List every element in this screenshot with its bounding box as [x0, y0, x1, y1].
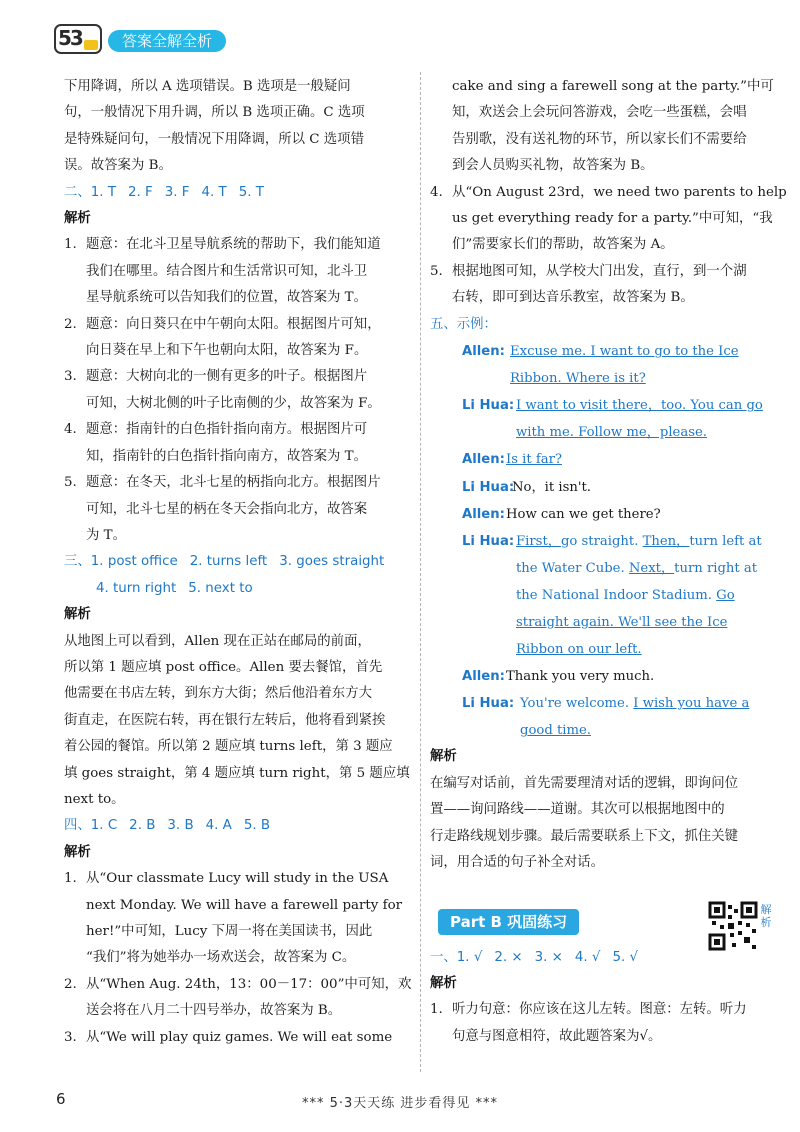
left-column: [64, 74, 412, 1051]
section-tag: 答案全解全析: [108, 30, 226, 52]
column-divider: [420, 72, 421, 1072]
speaker-lihua: Li Hua:: [462, 533, 515, 549]
item-line: 星导航系统可以告知我们的位置，故答案为 T。: [86, 290, 367, 306]
item-line: 3. 题意：大树向北的一侧有更多的叶子。根据图片: [64, 364, 412, 390]
section-label: 四、: [64, 818, 91, 834]
analysis-heading: 解析: [430, 975, 457, 991]
item-line: 知，指南针的白色指针指向南方，故答案为 T。: [86, 448, 367, 464]
page-footer: [0, 1090, 800, 1114]
item-line: 3. 从“We will play quiz games. We will eat some: [64, 1025, 412, 1051]
item-line: 为 T。: [86, 527, 126, 543]
item-line: 1. 听力句意：你应该在这儿左转。图意：左转。听力: [430, 997, 770, 1023]
item-line: 送会将在八月二十四号举办，故答案为 B。: [86, 1003, 342, 1019]
qr-code-icon[interactable]: [708, 901, 758, 951]
answer: 2. F: [128, 184, 153, 200]
answer: 3. B: [167, 818, 194, 834]
item-line: her!”中可知，Lucy 下周一将在美国读书，因此: [86, 924, 373, 939]
answer: 1. √: [456, 949, 483, 965]
dialogue-line: Allen:Thank you very much.: [462, 663, 770, 690]
text-line: 词，用合适的句子补全对话。: [430, 855, 605, 871]
item-number: 5.: [64, 475, 77, 491]
text-line: 填 goes straight，第 4 题应填 turn right，第 5 题应填: [64, 765, 410, 781]
text-line: 从地图上可以看到，Allen 现在正站在邮局的前面，: [64, 633, 371, 649]
item-line: 2. 题意：向日葵只在中午朝向太阳。根据图片可知，: [64, 312, 412, 338]
text-line: 行走路线规划步骤。最后需要联系上下文，抓住关键: [430, 828, 738, 844]
answer: 4. √: [574, 949, 601, 965]
speaker-allen: Allen:: [462, 506, 505, 522]
analysis-heading: 解析: [430, 749, 457, 765]
answer-row: [64, 549, 412, 575]
item-line: 2. 从“When Aug. 24th，13：00－17：00”中可知，欢: [64, 972, 412, 998]
answer-row: [64, 576, 412, 602]
answer: 3. goes straight: [279, 554, 385, 570]
item-number: 1.: [64, 237, 77, 253]
dialogue-line: with me. Follow me，please.: [516, 425, 707, 441]
item-number: 2.: [64, 976, 77, 992]
item-number: 2.: [64, 316, 77, 332]
item-line: 们”需要家长们的帮助，故答案为 A。: [452, 237, 674, 253]
text-line: 告别歌，没有送礼物的环节，所以家长们不需要给: [452, 131, 747, 147]
item-number: 3.: [64, 1029, 77, 1045]
answer: 5. T: [238, 184, 264, 200]
speaker-allen: Allen:: [462, 669, 505, 685]
text-line: 下用降调，所以 A 选项错误。B 选项是一般疑问: [64, 79, 351, 94]
dialogue-line: the Water Cube. Next，turn right at: [516, 560, 758, 576]
answer: 4. turn right: [96, 580, 177, 596]
dialogue-line: Li Hua: You're welcome. I wish you have a: [462, 690, 770, 717]
answer: 1. post office: [90, 554, 178, 570]
item-number: 3.: [64, 369, 77, 385]
brand-logo: [50, 22, 106, 56]
section-label: 一、: [430, 949, 457, 965]
text-line: 到会人员购买礼物，故答案为 B。: [452, 158, 654, 174]
answer: 3. F: [164, 184, 190, 200]
item-number: 4.: [430, 184, 443, 200]
text-line: 置——询问路线——道谢。其次可以根据地图中的: [430, 802, 725, 818]
item-line: 5. 题意：在冬天，北斗七星的柄指向北方。根据图片: [64, 470, 412, 496]
text-line: 所以第 1 题应填 post office。Allen 要去餐馆，首先: [64, 659, 383, 675]
analysis-heading: 解析: [64, 607, 91, 623]
item-line: 我们在哪里。结合图片和生活常识可知，北斗卫: [86, 263, 368, 279]
answer: 4. A: [205, 818, 232, 834]
dialogue-line: good time.: [520, 723, 591, 739]
text-line: 着公园的餐馆。所以第 2 题应填 turns left，第 3 题应: [64, 739, 393, 755]
speaker-lihua: Li Hua:: [462, 479, 515, 495]
section-label: 五、示例：: [430, 316, 497, 332]
dialogue-line: Allen:How can we get there?: [462, 501, 770, 528]
answer: 5. next to: [188, 580, 253, 596]
answer: 1. C: [90, 818, 118, 834]
dialogue-line: Allen:Is it far?: [462, 446, 770, 473]
answer: 5. B: [243, 818, 271, 834]
dialogue-line: Li Hua:No，it isn't.: [462, 474, 770, 501]
text-line: 他需要在书店左转，到东方大街；然后他沿着东方大: [64, 686, 372, 702]
sample-dialogue: [430, 338, 770, 744]
text-line: 是特殊疑问句，一般情况下用降调，所以 C 选项错: [64, 131, 364, 147]
answer-row: [64, 180, 412, 206]
item-number: 4.: [64, 422, 77, 438]
item-line: 4. 题意：指南针的白色指针指向南方。根据图片可: [64, 417, 412, 443]
page-number: 6: [56, 1090, 66, 1108]
analysis-heading: 解析: [64, 211, 91, 227]
item-line: 可知，北斗七星的柄在冬天会指向北方，故答案: [86, 501, 368, 517]
dialogue-line: the National Indoor Stadium. Go: [516, 587, 735, 603]
answer-row: [64, 813, 412, 839]
item-line: 可知，大树北侧的叶子比南侧的少，故答案为 F。: [86, 395, 381, 411]
footer-slogan: *** 5·3天天练 进步看得见 ***: [301, 1096, 499, 1111]
analysis-heading: 解析: [64, 844, 91, 860]
answer: 5. √: [612, 949, 639, 965]
answer: 2. ×: [494, 949, 523, 965]
item-line: us get everything ready for a party.”中可知，“我: [452, 211, 773, 227]
section-label: 三、: [64, 554, 91, 570]
item-line: 向日葵在早上和下午也朝向太阳，故答案为 F。: [86, 343, 368, 359]
logo-text: 53: [58, 26, 82, 50]
text-line: 知，欢送会上会玩问答游戏，会吃一些蛋糕，会唱: [452, 105, 747, 121]
text-line: 街直走，在医院右转，再在银行左转后，他将看到紧挨: [64, 712, 386, 728]
dialogue-line: straight again. We'll see the Ice: [516, 615, 728, 630]
item-line: 1. 题意：在北斗卫星导航系统的帮助下，我们能知道: [64, 232, 412, 258]
speaker-lihua: Li Hua:: [462, 398, 515, 414]
answer: 3. ×: [534, 949, 563, 965]
speaker-allen: Allen:: [462, 344, 505, 360]
text-line: next to。: [64, 791, 125, 807]
qr-caption: 解析: [760, 902, 772, 929]
speaker-allen: Allen:: [462, 452, 505, 468]
section-label: 二、: [64, 184, 91, 200]
dialogue-line: Allen: Excuse me. I want to go to the Ice: [462, 338, 770, 365]
speaker-lihua: Li Hua:: [462, 696, 515, 712]
dialogue-line: Ribbon on our left.: [516, 642, 642, 658]
answer: 1. T: [90, 184, 116, 200]
item-line: next Monday. We will have a farewell party for: [86, 897, 403, 913]
item-number: 1.: [430, 1002, 443, 1018]
item-number: 1.: [64, 871, 77, 887]
item-line: 1. 从“Our classmate Lucy will study in the USA: [64, 866, 412, 892]
item-number: 5.: [430, 263, 443, 279]
dialogue-line: Ribbon. Where is it?: [510, 371, 646, 387]
answer: 4. T: [201, 184, 227, 200]
text-line: 句，一般情况下用升调，所以 B 选项正确。C 选项: [64, 105, 365, 121]
text-line: 在编写对话前，首先需要理清对话的逻辑，即询问位: [430, 775, 738, 791]
part-b-title: Part B 巩固练习: [438, 909, 579, 935]
part-b-banner: [430, 901, 770, 941]
item-line: “我们”将为她举办一场欢送会，故答案为 C。: [86, 950, 356, 966]
dialogue-line: Li Hua: First，go straight. Then，turn left at: [462, 528, 770, 555]
item-line: 句意与图意相符，故此题答案为√。: [452, 1028, 662, 1044]
answer: 2. B: [129, 818, 156, 834]
answer: 2. turns left: [189, 554, 268, 570]
text-line: cake and sing a farewell song at the party.”中可: [452, 79, 774, 94]
text-line: 误。故答案为 B。: [64, 158, 172, 174]
right-column: [430, 74, 787, 1050]
item-line: 5. 根据地图可知，从学校大门出发，直行，到一个湖: [430, 259, 770, 285]
item-line: 4. 从“On August 23rd，we need two parents to help: [430, 180, 770, 206]
dialogue-line: Li Hua: I want to visit there，too. You can go: [462, 392, 770, 419]
item-line: 右转，即可到达音乐教室，故答案为 B。: [452, 290, 694, 306]
